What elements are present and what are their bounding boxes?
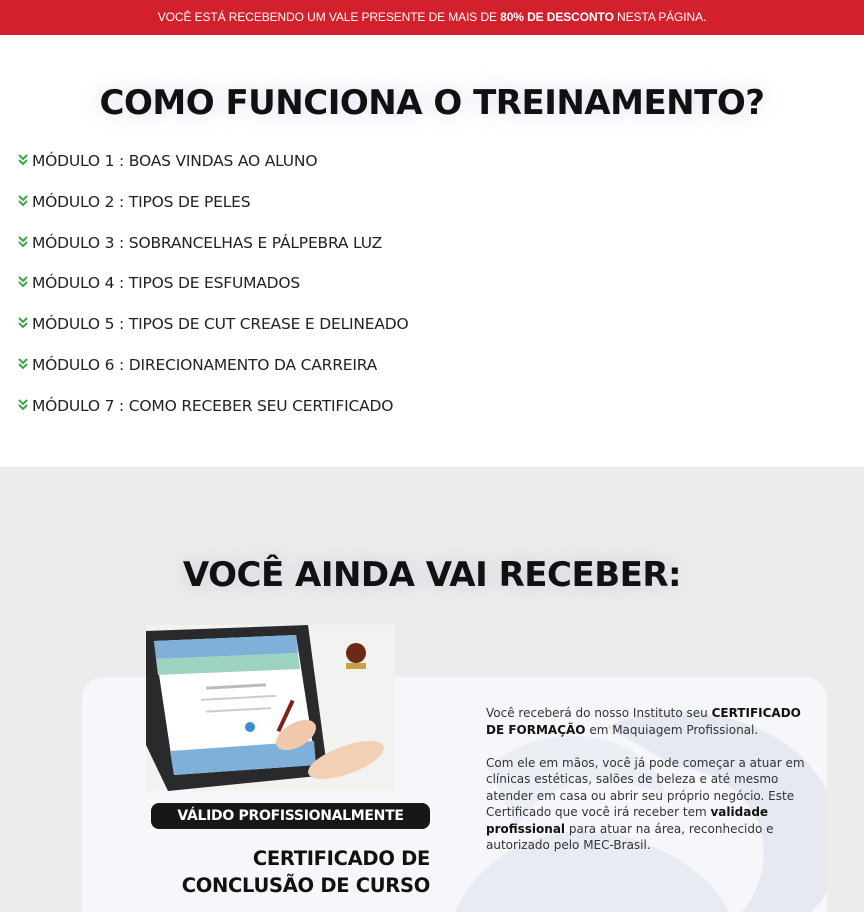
list-item: [17, 315, 409, 356]
desc-text: para atuar na área, reconhecido e autorizado pelo MEC-Brasil.: [486, 821, 774, 852]
modules-title: COMO FUNCIONA O TREINAMENTO?: [99, 83, 765, 123]
certificate-image-icon: [146, 625, 395, 791]
list-item: [17, 234, 409, 275]
desc-bold: validade profissional: [486, 805, 769, 836]
module-label: MÓDULO 5 : TIPOS DE CUT CREASE E DELINEADO: [32, 315, 409, 334]
bonus-title: VOCÊ AINDA VAI RECEBER:: [182, 555, 682, 595]
description-paragraph-2: [486, 755, 806, 854]
module-label: MÓDULO 6 : DIRECIONAMENTO DA CARREIRA: [32, 355, 378, 374]
module-list: [17, 152, 409, 438]
bonus-section: [0, 467, 864, 912]
desc-text: em Maquiagem Profissional.: [585, 722, 759, 737]
module-label: MÓDULO 7 : COMO RECEBER SEU CERTIFICADO: [32, 396, 394, 415]
promo-discount: 80% DE DESCONTO: [500, 10, 614, 24]
double-chevron-down-icon: [17, 398, 29, 412]
module-label: MÓDULO 3 : SOBRANCELHAS E PÁLPEBRA LUZ: [32, 233, 383, 252]
list-item: [17, 274, 409, 315]
double-chevron-down-icon: [17, 357, 29, 371]
certificate-title-line1: CERTIFICADO DE: [252, 847, 430, 870]
description-paragraph-1: [486, 705, 806, 738]
desc-bold: CERTIFICADO DE FORMAÇÃO: [486, 706, 801, 737]
module-label: MÓDULO 1 : BOAS VINDAS AO ALUNO: [32, 152, 318, 170]
list-item: [17, 356, 409, 397]
module-label: MÓDULO 2 : TIPOS DE PELES: [32, 192, 251, 211]
list-item: [17, 193, 409, 234]
valid-badge: VÁLIDO PROFISSIONALMENTE: [151, 803, 430, 829]
modules-section: [0, 35, 864, 467]
double-chevron-down-icon: [17, 235, 29, 249]
double-chevron-down-icon: [17, 275, 29, 289]
desc-text: Com ele em mãos, você já pode começar a atuar em clínicas estéticas, salões de beleza e até mesmo atender em casa ou abrir seu próprio negócio. Este Certificado que você irá receber tem: [486, 755, 805, 819]
promo-text-before: VOCÊ ESTÁ RECEBENDO UM VALE PRESENTE DE MAIS DE: [157, 10, 501, 24]
certificate-title-line2: CONCLUSÃO DE CURSO: [181, 874, 430, 897]
double-chevron-down-icon: [17, 316, 29, 330]
certificate-description: [486, 705, 806, 870]
promo-banner: [0, 0, 864, 35]
double-chevron-down-icon: [17, 153, 29, 167]
list-item: [17, 152, 409, 193]
desc-text: Você receberá do nosso Instituto seu: [486, 706, 712, 720]
module-label: MÓDULO 4 : TIPOS DE ESFUMADOS: [32, 274, 301, 293]
list-item: [17, 397, 409, 438]
double-chevron-down-icon: [17, 194, 29, 208]
certificate-photo: [146, 625, 395, 791]
promo-text-after: NESTA PÁGINA.: [613, 10, 707, 24]
certificate-title: [120, 845, 430, 899]
